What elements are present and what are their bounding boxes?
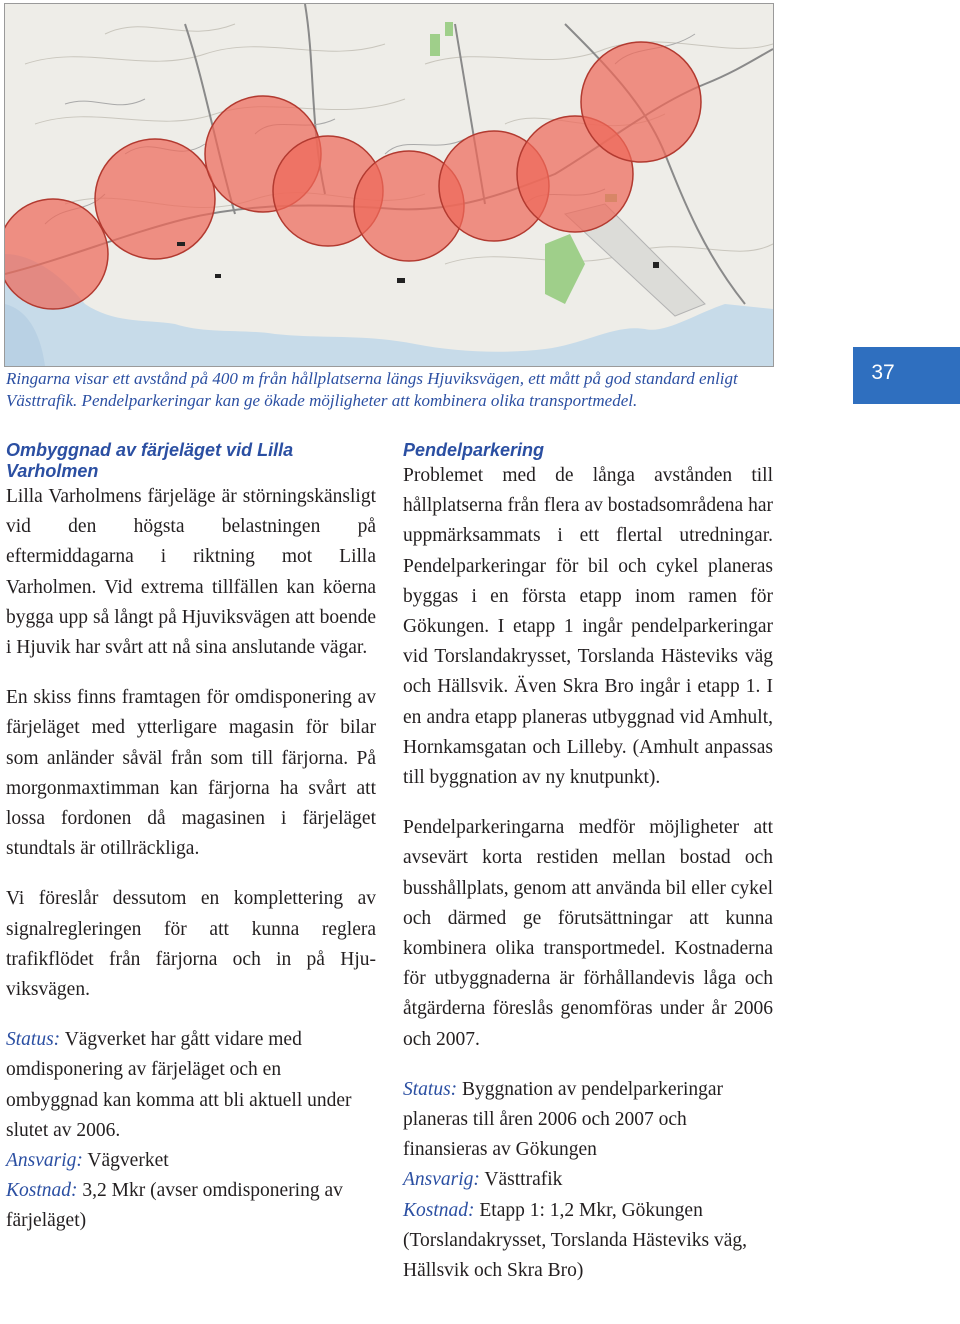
map-image — [5, 4, 773, 366]
cost-text: Etapp 1: 1,2 Mkr, Gökungen (Torslandakrysset, Torslanda Hästeviks väg, Hällsvik och Skra Bro) — [403, 1199, 748, 1282]
status-text: Byggnation av pendelparkeringar planeras till åren 2006 och 2007 och finansieras av Gökungen — [403, 1078, 724, 1161]
responsible-label: Ansvarig: — [403, 1169, 480, 1191]
body-paragraph: Lilla Varholmens färjeläge är störningskänsligt vid den högsta belastningen på eftermiddagarna i riktning mot Lilla Varholmen. Vid extrema tillfällen kan köerna bygga upp så långt på Hjuviksvägen att boende i Hjuvik har svårt att nå sina anslutande vägar. — [6, 486, 376, 659]
section-heading-ferry: Ombyggnad av färjeläget vid Lilla Varholmen — [6, 440, 294, 481]
responsible-text: Västtrafik — [479, 1169, 563, 1191]
body-paragraph: Problemet med de långa avstånden till hållplatserna från flera av bostadsområdena har uppmärksammats i ett flertal utredningar. Pendelparkeringar för bil och cykel planeras byggas i en första etapp inom ramen för Gökungen. I etapp 1 ingår pendelparkeringar vid Torslandakrysset, Torslanda Hästeviks väg och Hällsvik. Även Skra Bro ingår i etapp 1. I en andra etapp planeras utbyggnad vid Amhult, Hornkamsgatan och Lilleby. (Amhult anpassas till byggnation av ny knutpunkt). — [403, 465, 773, 789]
responsible-text: Vägverket — [82, 1150, 169, 1172]
status-block — [6, 1025, 376, 1236]
body-paragraph: En skiss finns framtagen för omdisponering av färjeläget med ytterligare magasin för bilar som anländer såväl från som till färjorna. På morgonmaxtimman kan färjorna ha svårt att lossa fordonen då magasinen i färjeläget stundtals är otillräckliga. — [6, 687, 376, 860]
responsible-line — [6, 1146, 376, 1176]
status-block — [403, 1075, 773, 1286]
stop-ring — [95, 139, 215, 259]
right-column — [403, 440, 773, 1286]
body-paragraph: Pendelparkeringarna medför möjligheter att avsevärt korta restiden mellan bostad och busshållplats, genom att använda bil eller cykel och därmed ge förutsättningar att kunna kombinera olika transportmedel. Kostnaderna för utbyggnaderna är förhållandevis låga och åtgärderna föreslås genomföras under år 2006 och 2007. — [403, 817, 773, 1050]
cost-label: Kostnad: — [403, 1199, 475, 1221]
cost-text: 3,2 Mkr (avser omdisponering av färjeläget) — [6, 1180, 343, 1232]
status-label: Status: — [6, 1029, 61, 1051]
map-figure — [4, 3, 774, 367]
status-text: Vägverket har gått vidare med omdisponering av färjeläget och en ombyggnad kan komma att bli aktuell under slutet av 2006. — [6, 1029, 352, 1141]
stop-ring — [5, 199, 108, 309]
cost-line — [403, 1196, 773, 1287]
left-column — [6, 440, 376, 1237]
page-number-tab — [853, 347, 960, 404]
cost-line — [6, 1176, 376, 1236]
page-number: 37 — [871, 361, 895, 384]
status-line — [6, 1025, 376, 1146]
section-heading-parking: Pendelparkering — [403, 440, 545, 460]
body-paragraph: Vi föreslår dessutom en komplettering av signalregleringen för att kunna reglera trafikflödet från färjorna och in på Hjuviksvägen. — [6, 888, 376, 1001]
figure-caption: Ringarna visar ett avstånd på 400 m från hållplatserna längs Hjuviksvägen, ett mått på god standard enligt Västtrafik. Pendelparkeringar kan ge ökade möjligheter att kombinera olika transportmedel. — [6, 369, 738, 410]
responsible-label: Ansvarig: — [6, 1150, 83, 1172]
status-line — [403, 1075, 773, 1166]
cost-label: Kostnad: — [6, 1180, 78, 1202]
responsible-line — [403, 1165, 773, 1195]
status-label: Status: — [403, 1078, 458, 1100]
stop-ring — [581, 42, 701, 162]
